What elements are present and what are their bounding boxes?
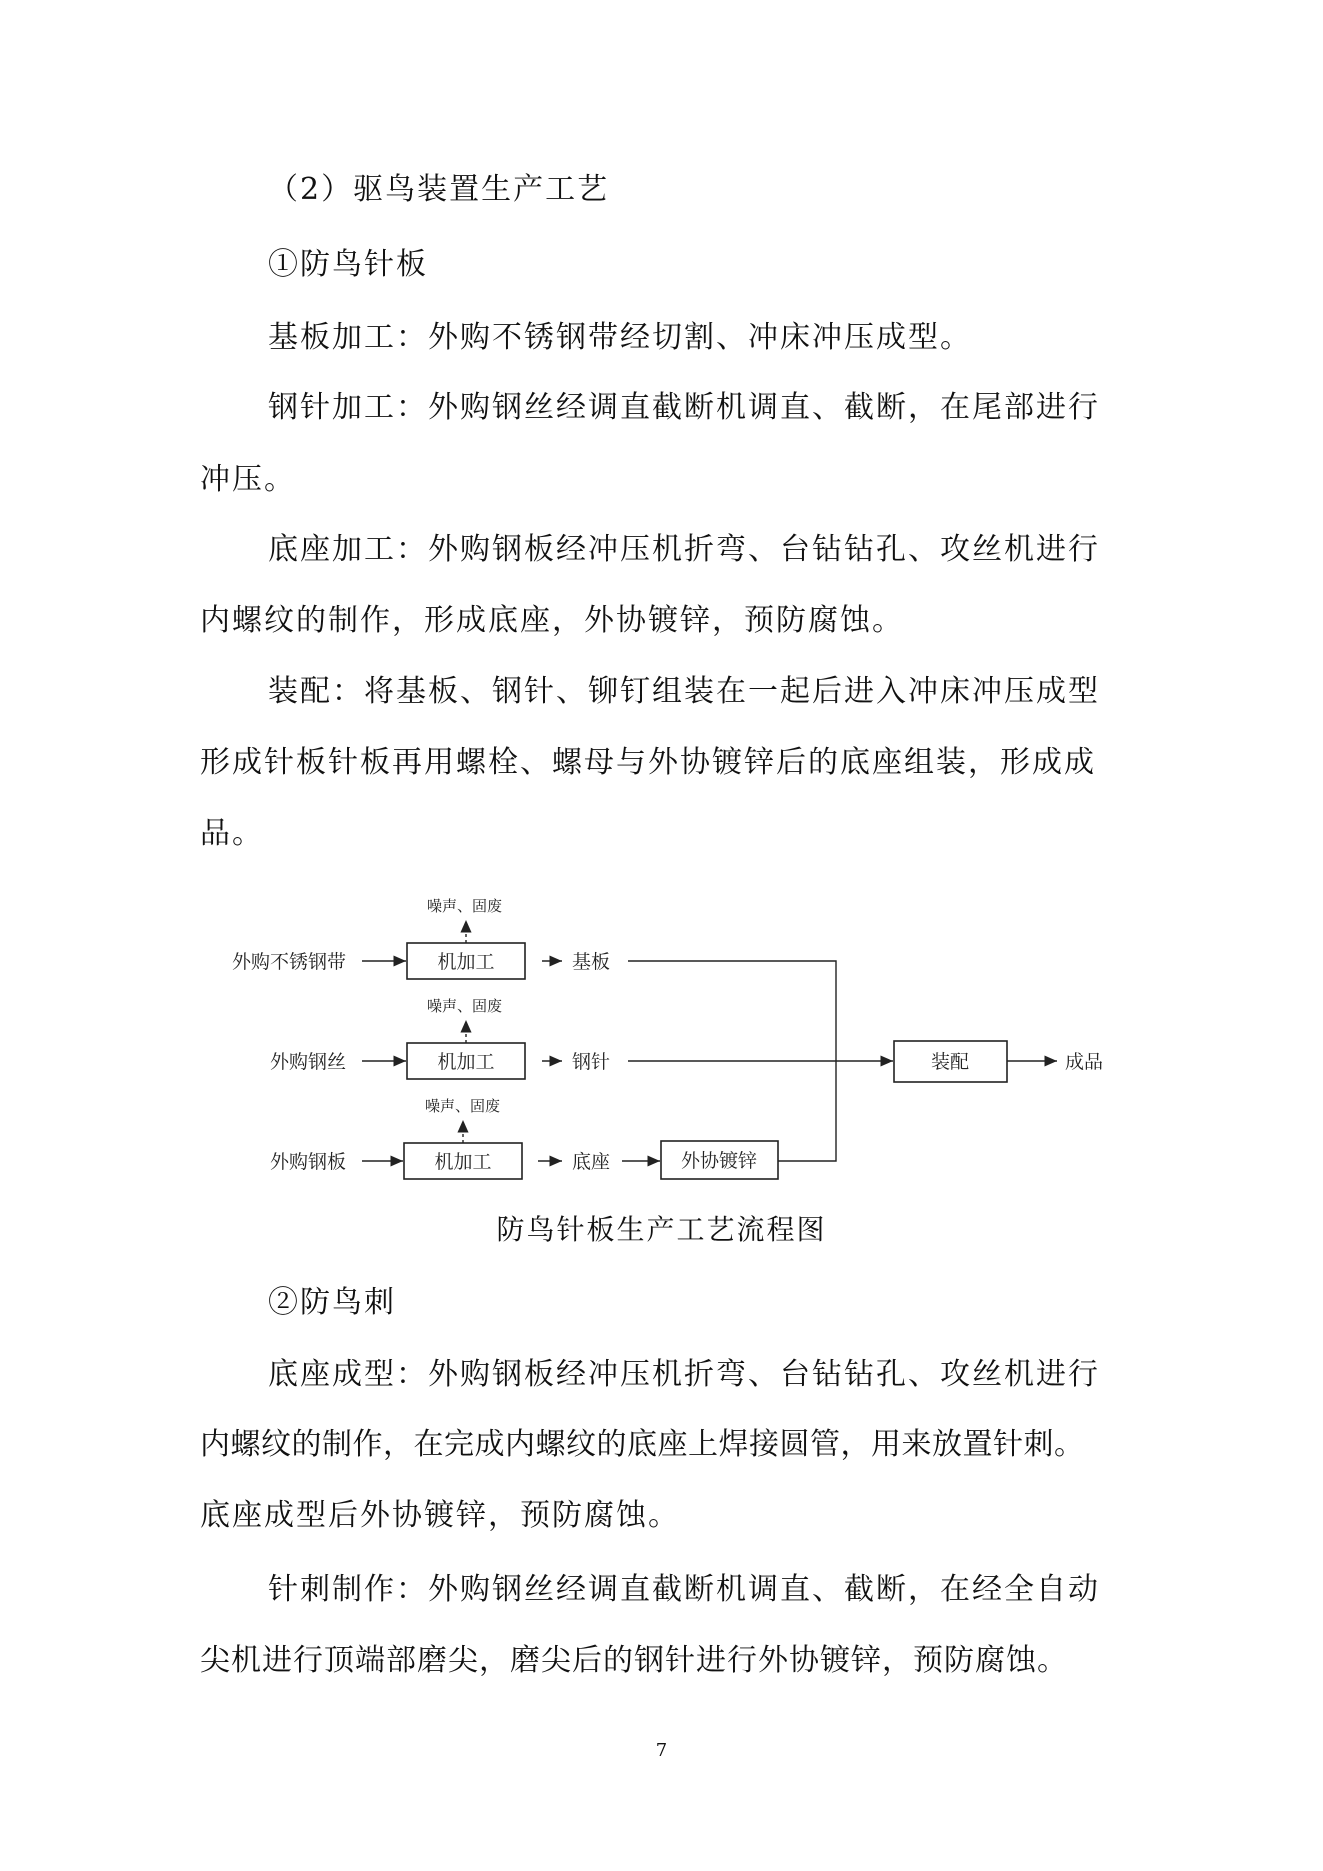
- section-heading: （2）驱鸟装置生产工艺: [268, 172, 610, 207]
- emission-label-2: 噪声、固废: [427, 997, 503, 1015]
- paragraph-assembly-line2: 形成针板针板再用螺栓、螺母与外协镀锌后的底座组装，形成成: [200, 745, 1096, 780]
- machining-label-3: 机加工: [434, 1151, 492, 1173]
- product-label: 成品: [1065, 1051, 1104, 1073]
- paragraph-spike-base-line2: 内螺纹的制作，在完成内螺纹的底座上焊接圆管，用来放置针刺。: [200, 1427, 1085, 1462]
- page-number: 7: [655, 1740, 668, 1761]
- input-stainless-strip: 外购不锈钢带: [232, 951, 347, 973]
- plating-label: 外协镀锌: [680, 1150, 758, 1172]
- input-steel-wire: 外购钢丝: [270, 1051, 347, 1073]
- emission-label-1: 噪声、固废: [427, 897, 503, 915]
- connector-base: [778, 1062, 836, 1161]
- subheading-needle-plate: ①防鸟针板: [268, 247, 428, 282]
- paragraph-spike-base-line1: 底座成型：外购钢板经冲压机折弯、台钻钻孔、攻丝机进行: [268, 1357, 1100, 1392]
- machining-label-1: 机加工: [437, 951, 495, 973]
- machining-label-2: 机加工: [437, 1051, 495, 1073]
- paragraph-spike-line1: 针刺制作：外购钢丝经调直截断机调直、截断，在经全自动: [268, 1572, 1100, 1607]
- part-base-plate: 基板: [572, 951, 611, 973]
- assembly-label: 装配: [930, 1051, 970, 1073]
- paragraph-spike-line2: 尖机进行顶端部磨尖，磨尖后的钢针进行外协镀锌，预防腐蚀。: [200, 1643, 1068, 1678]
- paragraph-base-plate: 基板加工：外购不锈钢带经切割、冲床冲压成型。: [268, 320, 972, 355]
- emission-label-3: 噪声、固废: [425, 1097, 501, 1115]
- paragraph-base-line2: 内螺纹的制作，形成底座，外协镀锌，预防腐蚀。: [200, 603, 904, 638]
- subheading-bird-spike: ②防鸟刺: [268, 1285, 396, 1320]
- part-steel-needle: 钢针: [572, 1051, 611, 1073]
- paragraph-base-line1: 底座加工：外购钢板经冲压机折弯、台钻钻孔、攻丝机进行: [268, 532, 1100, 567]
- paragraph-spike-base-line3: 底座成型后外协镀锌，预防腐蚀。: [200, 1498, 680, 1533]
- paragraph-needle-line2: 冲压。: [200, 462, 296, 497]
- diagram-caption: 防鸟针板生产工艺流程图: [496, 1213, 827, 1246]
- paragraph-assembly-line1: 装配：将基板、钢针、铆钉组装在一起后进入冲床冲压成型: [268, 674, 1100, 709]
- input-steel-plate: 外购钢板: [270, 1151, 347, 1173]
- paragraph-needle-line1: 钢针加工：外购钢丝经调直截断机调直、截断，在尾部进行: [268, 390, 1100, 425]
- paragraph-assembly-line3: 品。: [200, 816, 264, 851]
- connector-base-plate: [628, 961, 836, 1062]
- part-base: 底座: [572, 1151, 611, 1173]
